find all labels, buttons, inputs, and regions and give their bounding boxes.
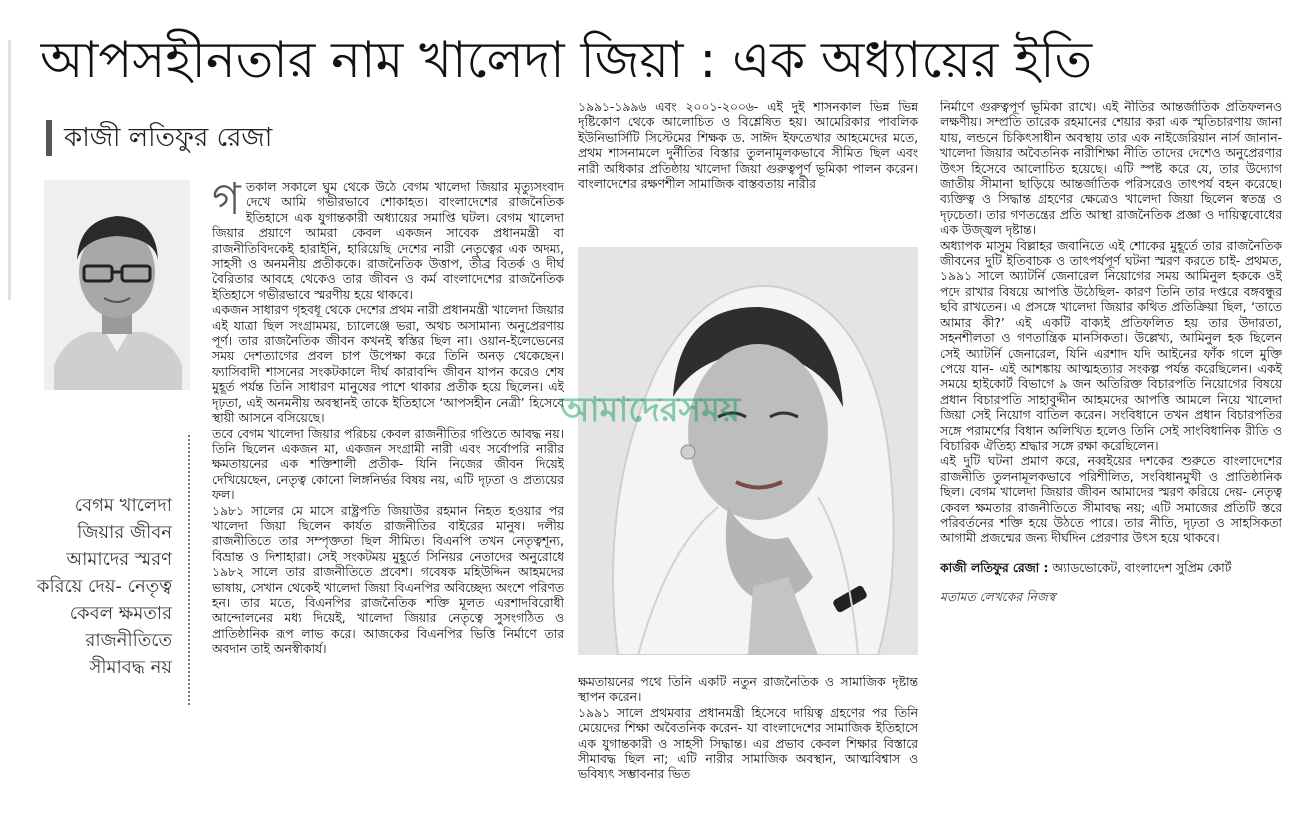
opinion-disclaimer: মতামত লেখকের নিজস্ব	[940, 590, 1056, 605]
page-edge-rule	[8, 40, 11, 300]
byline: কাজী লতিফুর রেজা	[46, 120, 272, 156]
author-signature-name: কাজী লতিফুর রেজা :	[940, 560, 1049, 575]
author-signature-role: অ্যাডভোকেট, বাংলাদেশ সুপ্রিম কোর্ট	[1052, 560, 1232, 575]
pullquote: বেগম খালেদা জিয়ার জীবন আমাদের স্মরণ করিয়ে দেয়- নেতৃত্ব কেবল ক্ষমতার রাজনীতিতে সীমাবদ্ধ নয়	[36, 495, 172, 678]
paragraph: ১৯৯১-১৯৯৬ এবং ২০০১-২০০৬- এই দুই শাসনকাল ভিন্ন ভিন্ন দৃষ্টিকোণ থেকে আলোচিত ও বিশ্লেষিত হয়। আমেরিকার পাবলিক ইউনিভার্সিটি সিস্টেমের শিক্ষক ড. সাঈদ ইফতেখার আহমেদের মতে, প্রথম শাসনামলে দুর্নীতির বিস্তার তুলনামূলকভাবে সীমিত ছিল এবং নারী অধিকার প্রতিষ্ঠায় খালেদা জিয়া গুরুত্বপূর্ণ ভূমিকা পালন করেন। বাংলাদেশের রক্ষণশীল সামাজিক বাস্তবতায় নারীর	[578, 100, 918, 192]
article-column-2-bottom	[578, 675, 918, 805]
paragraph: এই দুটি ঘটনা প্রমাণ করে, নব্বইয়ের দশকের শুরুতে বাংলাদেশের রাজনীতি তুলনামূলকভাবে পরিশীলিত, সংবিধানমুখী ও প্রাতিষ্ঠানিক ছিল। বেগম খালেদা জিয়ার জীবন আমাদের স্মরণ করিয়ে দেয়- নেতৃত্ব কেবল ক্ষমতার রাজনীতিতে সীমাবদ্ধ নয়; এটি সমাজের প্রতিটি স্তরে পরিবর্তনের শক্তি হয়ে উঠতে পারে। তার নীতি, দৃঢ়তা ও সাহসিকতা আগামী প্রজন্মের জন্য দীর্ঘদিন প্রেরণার উৎস হয়ে থাকবে।	[940, 454, 1282, 546]
paragraph: তবে বেগম খালেদা জিয়ার পরিচয় কেবল রাজনীতির গণ্ডিতে আবদ্ধ নয়। তিনি ছিলেন একজন মা, একজন সংগ্রামী নারী এবং সর্বোপরি নারীর ক্ষমতায়নের এক শক্তিশালী প্রতীক- যিনি নিজের জীবন দিয়েই দেখিয়েছেন, নেতৃত্ব কোনো লিঙ্গনির্ভর বিষয় নয়, এটি দৃঢ়তা ও প্রত্যয়ের ফল।	[212, 426, 564, 503]
paragraph: নির্মাণে গুরুত্বপূর্ণ ভূমিকা রাখে। এই নীতির আন্তর্জাতিক প্রতিফলনও লক্ষণীয়। সম্প্রতি তারেক রহমানের শেয়ার করা এক স্মৃতিচারণায় জানা যায়, লন্ডনে চিকিৎসাধীন অবস্থায় তার এক নাইজেরিয়ান নার্স জানান- খালেদা জিয়ার অবৈতনিক নারীশিক্ষা নীতি তাদের দেশেও অনুপ্রেরণার উৎস হিসেবে আলোচিত হয়েছে। এটি স্পষ্ট করে যে, তার উদ্যোগ জাতীয় সীমানা ছাড়িয়ে আন্তর্জাতিক পরিসরেও তাৎপর্য বহন করেছে। ব্যক্তিত্ব ও সিদ্ধান্ত গ্রহণের ক্ষেত্রেও খালেদা জিয়া ছিলেন স্বতন্ত্র ও দৃঢ়চেতা। তার গণতন্ত্রের প্রতি আস্থা রাজনৈতিক প্রজ্ঞা ও দায়িত্ববোধের এক উজ্জ্বল দৃষ্টান্ত।	[940, 100, 1282, 238]
headline: আপসহীনতার নাম খালেদা জিয়া : এক অধ্যায়ের ইতি	[40, 31, 1093, 89]
dropcap: গ	[212, 180, 241, 225]
khaleda-zia-photo	[578, 247, 918, 655]
article-column-1	[212, 180, 564, 805]
article-column-3	[940, 100, 1282, 805]
author-photo	[44, 180, 190, 390]
paragraph: ১৯৯১ সালে প্রথমবার প্রধানমন্ত্রী হিসেবে দায়িত্ব গ্রহণের পর তিনি মেয়েদের শিক্ষা অবৈতনিক করেন- যা বাংলাদেশের সামাজিক ইতিহাসে এক যুগান্তকারী ও সাহসী সিদ্ধান্ত। এর প্রভাব কেবল শিক্ষার বিস্তারে সীমাবদ্ধ ছিল না; এটি নারীর সামাজিক অবস্থান, আত্মবিশ্বাস ও ভবিষ্যৎ সম্ভাবনার ভিত	[578, 705, 918, 782]
pullquote-divider	[188, 435, 190, 705]
author-signature	[940, 561, 1282, 576]
paragraph: তকাল সকালে ঘুম থেকে উঠে বেগম খালেদা জিয়ার মৃত্যুসংবাদ দেখে আমি গভীরভাবে শোকাহত। বাংলাদেশের রাজনৈতিক ইতিহাসে এক যুগান্তকারী অধ্যায়ের সমাপ্তি ঘটল। বেগম খালেদা জিয়ার প্রয়াণে আমরা কেবল একজন সাবেক প্রধানমন্ত্রী বা রাজনীতিবিদকেই হারাইনি, হারিয়েছি দেশের নারী নেতৃত্বের এক অদম্য, সাহসী ও অনমনীয় প্রতীককে। রাজনৈতিক উত্তাপ, তীব্র বিতর্ক ও দীর্ঘ বৈরিতার আবহে থেকেও তার জীবন ও কর্ম বাংলাদেশের রাজনৈতিক ইতিহাসে গভীরভাবে স্মরণীয় হয়ে থাকবে।	[212, 180, 564, 302]
paragraph: একজন সাধারণ গৃহবধূ থেকে দেশের প্রথম নারী প্রধানমন্ত্রী খালেদা জিয়ার এই যাত্রা ছিল সংগ্রামময়, চ্যালেঞ্জে ভরা, অথচ অসামান্য অনুপ্রেরণায় পূর্ণ। তার রাজনৈতিক জীবন কখনই স্বস্তির ছিল না। ওয়ান-ইলেভেনের সময় দেশত্যাগের প্রবল চাপ উপেক্ষা করে তিনি অনড় থেকেছেন। ফ্যাসিবাদী শাসনের সংকটকালে দীর্ঘ কারাবন্দি জীবন যাপন করেও শেষ মুহূর্ত পর্যন্ত তিনি সাধারণ মানুষের পাশে থাকার প্রতীক হয়ে ছিলেন। এই দৃঢ়তা, এই অনমনীয় অবস্থানই তাকে ইতিহাসে ‘আপসহীন নেত্রী’ হিসেবে স্থায়ী আসনে বসিয়েছে।	[212, 303, 564, 426]
paragraph: অধ্যাপক মাসুম বিল্লাহর জবানিতে এই শোকের মুহূর্তে তার রাজনৈতিক জীবনের দুটি ইতিবাচক ও তাৎপর্যপূর্ণ ঘটনা স্মরণ করতে চাই- প্রথমত, ১৯৯১ সালে অ্যাটর্নি জেনারেল নিয়োগের সময় আমিনুল হককে ওই পদে রাখার বিষয়ে আপত্তি উঠেছিল- কারণ তিনি তার দপ্তরে বঙ্গবন্ধুর ছবি রাখতেন। এ প্রসঙ্গে খালেদা জিয়ার কথিত প্রতিক্রিয়া ছিল, ‘তাতে আমার কী?’ এই একটি বাক্যই প্রতিফলিত হয় তার উদারতা, সহনশীলতা ও গণতান্ত্রিক মানসিকতা। উল্লেখ্য, আমিনুল হক ছিলেন সেই অ্যাটর্নি জেনারেল, যিনি এরশাদ যদি আইনের ফাঁক গলে মুক্তি পেয়ে যান- এই আশঙ্কায় আত্মহত্যার সংকল্প পর্যন্ত করেছিলেন। একই সময়ে হাইকোর্ট বিভাগে ৯ জন অতিরিক্ত বিচারপতি নিয়োগের বিষয়ে প্রধান বিচারপতি সাহাবুদ্দীন আহমদের আপত্তি আমলে নিয়ে খালেদা জিয়া সেই নিয়োগ বাতিল করেন। সংবিধানে তখন প্রধান বিচারপতির সঙ্গে পরামর্শের বিধান অলিখিত হলেও তিনি সেই সাংবিধানিক রীতি ও বিচারিক ঐতিহ্য শ্রদ্ধার সঙ্গে রক্ষা করেছিলেন।	[940, 238, 1282, 453]
article-column-2-top	[578, 100, 918, 245]
paragraph: ক্ষমতায়নের পথে তিনি একটি নতুন রাজনৈতিক ও সামাজিক দৃষ্টান্ত স্থাপন করেন।	[578, 675, 918, 705]
paragraph: ১৯৮১ সালের মে মাসে রাষ্ট্রপতি জিয়াউর রহমান নিহত হওয়ার পর খালেদা জিয়া ছিলেন কার্যত রাজনীতির বাইরের মানুষ। দলীয় রাজনীতিতে তার সম্পৃক্ততা ছিল সীমিত। বিএনপি তখন নেতৃত্বশূন্য, বিভ্রান্ত ও দিশাহারা। সেই সংকটময় মুহূর্তে সিনিয়র নেতাদের অনুরোধে ১৯৮২ সালে তার রাজনীতিতে প্রবেশ। গবেষক মহিউদ্দিন আহমদের ভাষায়, সেখান থেকেই খালেদা জিয়া বিএনপির অবিচ্ছেদ্য অংশে পরিণত হন। তার মতে, বিএনপির রাজনৈতিক শক্তি মূলত এরশাদবিরোধী আন্দোলনের মধ্য দিয়েই, খালেদা জিয়ার নেতৃত্বে সুসংগঠিত ও প্রাতিষ্ঠানিক রূপ লাভ করে। আজকের বিএনপির ভিত্তি নির্মাণে তার অবদান তাই অনস্বীকার্য।	[212, 503, 564, 657]
publisher-watermark: আমাদেরসময়	[560, 390, 740, 430]
